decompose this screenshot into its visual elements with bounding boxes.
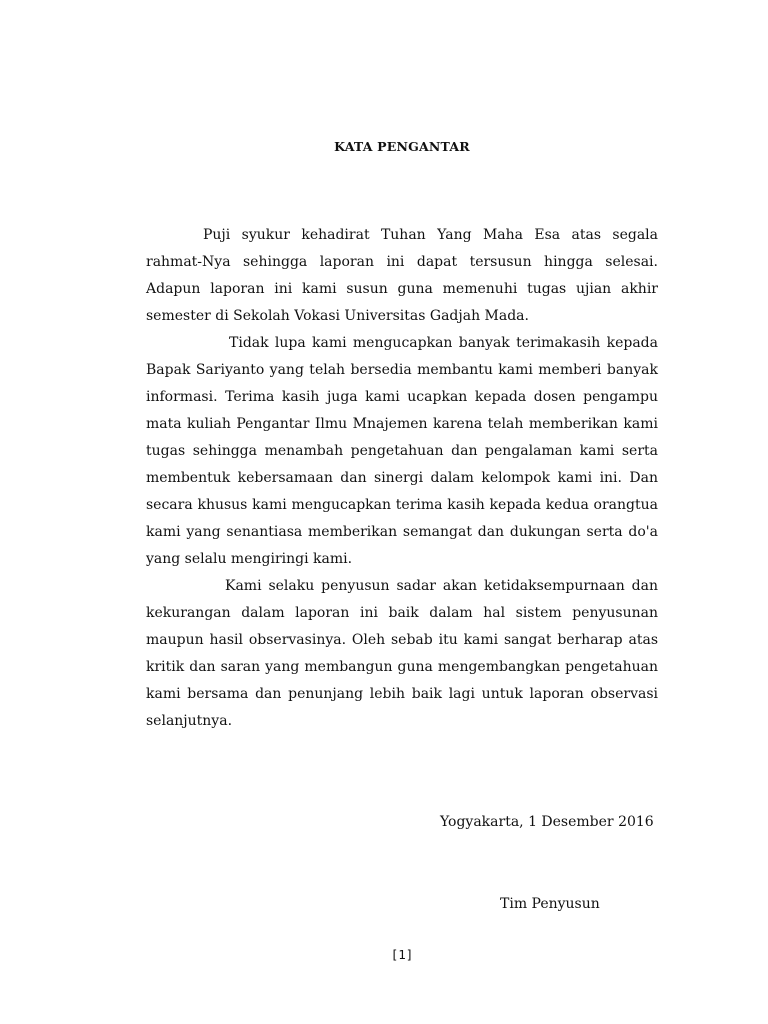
place-date: Yogyakarta, 1 Desember 2016 xyxy=(440,814,654,830)
page-title: KATA PENGANTAR xyxy=(334,139,470,154)
page-number: [1] xyxy=(390,947,414,962)
body-text xyxy=(146,222,658,735)
paragraph-opening: Puji syukur kehadirat Tuhan Yang Maha Esa atas segala rahmat-Nya sehingga laporan ini dapat tersusun hingga selesai. Adapun laporan ini kami susun guna memenuhi tugas ujian akhir semester di Sekolah Vokasi Universitas Gadjah Mada. xyxy=(146,227,658,324)
signer: Tim Penyusun xyxy=(500,896,600,912)
paragraph-closing: Kami selaku penyusun sadar akan ketidaksempurnaan dan kekurangan dalam laporan ini baik dalam hal sistem penyusunan maupun hasil observasinya. Oleh sebab itu kami sangat berharap atas kritik dan saran yang membangun guna mengembangkan pengetahuan kami bersama dan penunjang lebih baik lagi untuk laporan observasi selanjutnya. xyxy=(146,578,658,729)
paragraph-thanks: Tidak lupa kami mengucapkan banyak terimakasih kepada Bapak Sariyanto yang telah bersedia membantu kami memberi banyak informasi. Terima kasih juga kami ucapkan kepada dosen pengampu mata kuliah Pengantar Ilmu Mnajemen karena telah memberikan kami tugas sehingga menambah pengetahuan dan pengalaman kami serta membentuk kebersamaan dan sinergi dalam kelompok kami ini. Dan secara khusus kami mengucapkan terima kasih kepada kedua orangtua kami yang senantiasa memberikan semangat dan dukungan serta do'a yang selalu mengiringi kami. xyxy=(146,335,658,567)
